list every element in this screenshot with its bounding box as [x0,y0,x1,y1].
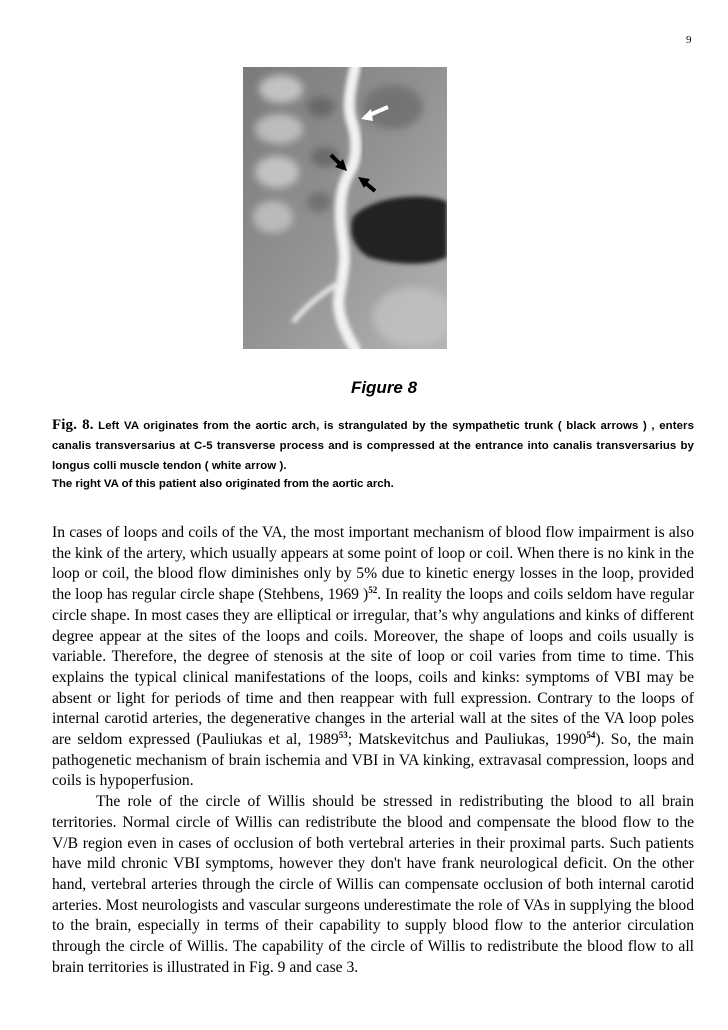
reference-superscript: 53 [338,730,348,741]
figure-caption [52,415,694,476]
angiogram-image [243,67,447,349]
paragraph: The role of the circle of Willis should be stressed in redistributing the blood to all brain territories. Normal circle of Willis can redistribute the blood and compensate the blood flow to the V/B region even in cases of occlusion of both vertebral arteries in their proximal parts. Such patients have mild chronic VBI symptoms, however they don't have frank neurological deficit. On the other hand, vertebral arteries through the circle of Willis can compensate occlusion of both internal carotid arteries. Most neurologists and vascular surgeons underestimate the role of VAs in supplying the blood to the brain, especially in terms of their capability to supply blood flow to the anterior circulation through the circle of Willis. The capability of the circle of Willis to redistribute the blood flow to all brain territories is illustrated in Fig. 9 and case 3. [52,793,694,976]
paragraph [52,523,694,792]
page-number: 9 [686,34,692,46]
figure-caption-note: The right VA of this patient also originated from the aortic arch. [52,478,394,490]
figure-caption-label: Fig. 8. [52,417,94,433]
figure-title: Figure 8 [350,378,418,397]
angiogram-figure [243,67,447,349]
paragraph-text: In cases of loops and coils of the VA, the most important mechanism of blood flow impairment is also the kink of the artery, which usually appears at some point of loop or coil. When there is no kink in the loop or coil, the blood flow diminishes only by 5% due to kinetic energy losses in the loop, provided the loop has regular circle shape (Stehbens, 1969 ) [52,524,694,604]
figure-caption-text: Left VA originates from the aortic arch, is strangulated by the sympathetic trunk ( black arrows ) , enters canalis transversarius at C-5 transverse process and is compressed at the entrance into canalis transversarius by longus colli muscle tendon ( white arrow ). [52,420,695,472]
paragraph-text: . In reality the loops and coils seldom have regular circle shape. In most cases they are elliptical or irregular, that’s why angulations and kinks of different degree appear at the sites of the loops and coils. Moreover, the shape of loops and coils usually is variable. Therefore, the degree of stenosis at the site of loop or coil varies from time to time. This explains the typical clinical manifestations of the loops, coils and kinks: symptoms of VBI may be absent or light for periods of time and then reappear with full expression. Contrary to the loops of internal carotid arteries, the degenerative changes in the arterial wall at the sites of the VA loop poles are seldom expressed (Pauliukas et al, 1989 [52,586,695,749]
paragraph-text: ; Matskevitchus and Pauliukas, 1990 [347,731,587,749]
reference-superscript: 54 [586,730,596,741]
reference-superscript: 52 [368,585,378,596]
paragraph-text: ). So, the main pathogenetic mechanism of brain ischemia and VBI in VA kinking, extravasal compression, loops and coils is hypoperfusion. [52,731,694,790]
body-text [52,523,694,978]
